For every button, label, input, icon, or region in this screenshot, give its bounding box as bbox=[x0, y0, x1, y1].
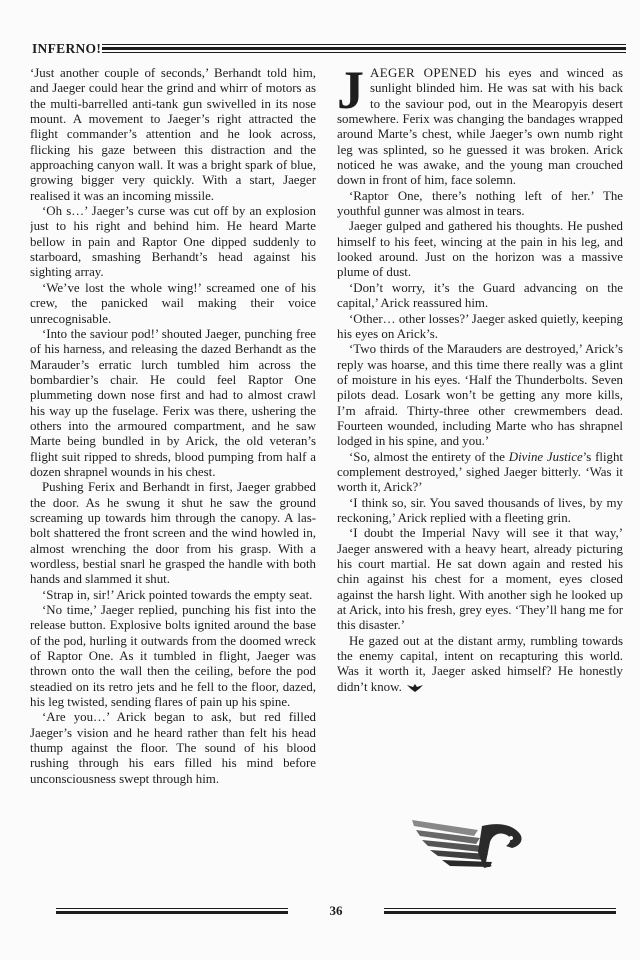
running-header bbox=[30, 38, 626, 60]
paragraph: ‘Are you…’ Arick began to ask, but red filled Jaeger’s vision and he heard rather than felt his head thump against the floor. The sound of his blood rushing through his ears filled his mind before unconsciousness swept through him. bbox=[30, 710, 316, 786]
paragraph: ‘Two thirds of the Marauders are destroyed,’ Arick’s reply was hoarse, and this time there really was a glint of moisture in his eyes. ‘Half the Thunderbolts. Seven pilots dead. Losark won’t be getting any more kills, I’m afraid. Thirty-three other crewmembers dead. Fourteen wounded, including Marte who has shrapnel lodged in his spine, and you.’ bbox=[337, 342, 623, 449]
paragraph-text: ‘So, almost the entirety of the bbox=[349, 449, 509, 464]
header-rule bbox=[102, 47, 626, 53]
paragraph: Pushing Ferix and Berhandt in first, Jaeger grabbed the door. As he swung it shut he saw the ground screaming up towards him through the canopy. A las-bolt shattered the front screen and the wind howled in, almost wrenching the door from his grasp. With a wordless, bestial snarl he grasped the handle with both hands and slammed it shut. bbox=[30, 480, 316, 587]
paragraph-text: ’s flight complement destroyed,’ sighed Jaeger bitterly. ‘Was it worth it, Arick?’ bbox=[337, 449, 623, 495]
opening-paragraph bbox=[337, 66, 623, 189]
ship-name: Divine Justice bbox=[508, 449, 583, 464]
page-footer bbox=[56, 904, 616, 920]
paragraph: ‘I think so, sir. You saved thousands of lives, by my reckoning,’ Arick replied with a fleeting grin. bbox=[337, 495, 623, 525]
paragraph: ‘Strap in, sir!’ Arick pointed towards the empty seat. bbox=[42, 587, 313, 602]
paragraph: Jaeger gulped and gathered his thoughts. He pushed himself to his feet, wincing at the pain in his leg, and looked around. Just on the horizon was a massive plume of dust. bbox=[337, 219, 623, 280]
eagle-wing-icon bbox=[408, 812, 528, 872]
right-column bbox=[337, 66, 623, 896]
paragraph: ‘Just another couple of seconds,’ Berhandt told him, and Jaeger could hear the grind and whirr of motors as the multi-barrelled anti-tank gun swivelled in its nose mount. A movement to Jaeger’s right attracted the flight commander’s attention and he look across, flicking his gaze between this distraction and the approaching canyon wall. It was a bright spark of blue, growing bigger very quickly. With a start, Jaeger realised it was an incoming missile. bbox=[30, 66, 316, 203]
header-title: INFERNO! bbox=[32, 41, 102, 56]
paragraph: ‘Other… other losses?’ Jaeger asked quietly, keeping his eyes on Arick’s. bbox=[337, 311, 623, 341]
lead-words: AEGER OPENED bbox=[370, 66, 477, 80]
paragraph: ‘No time,’ Jaeger replied, punching his fist into the release button. Explosive bolts ignited around the base of the pod, hurling it outwards from the doomed wreck of Raptor One. As it tumbled in flight, Jaeger was thrown onto the wall then the ceiling, before the pod steadied on its retro jets and he fell to the floor, dazed, his leg twisted, sending flares of pain up his spine. bbox=[30, 603, 316, 710]
paragraph: ‘Raptor One, there’s nothing left of her.’ The youthful gunner was almost in tears. bbox=[337, 188, 623, 219]
paragraph-text: his eyes and winced as sunlight blinded him. He was sat with his back to the saviour pod, out in the Mearopyis desert somewhere. Ferix was changing the bandages wrapped around Marte’s chest, while Jaeger’s own numb right leg was splinted, so he guessed it was broken. Arick noticed he was awake, and the young man crouched down in front of him, face solemn. bbox=[337, 66, 623, 188]
paragraph: ‘Don’t worry, it’s the Guard advancing on the capital,’ Arick reassured him. bbox=[337, 280, 623, 311]
end-mark-icon bbox=[406, 683, 424, 693]
paragraph: ‘Oh s…’ Jaeger’s curse was cut off by an explosion just to his right and behind him. He heard Marte bellow in pain and Raptor One dipped suddenly to starboard, smashing Berhandt’s head against his sighting array. bbox=[30, 204, 316, 280]
paragraph: ‘We’ve lost the whole wing!’ screamed one of his crew, the panicked wail making their voice unrecognisable. bbox=[30, 280, 316, 326]
paragraph-text: He gazed out at the distant army, rumbling towards the enemy capital, intent on recapturing this world. Was it worth it, Jaeger asked himself? He honestly didn’t know. bbox=[337, 633, 623, 694]
left-column bbox=[30, 66, 316, 896]
paragraph bbox=[337, 634, 623, 695]
paragraph: ‘I doubt the Imperial Navy will see it that way,’ Jaeger answered with a heavy heart, already picturing his court martial. He sat down again and rested his chin against his chest for a moment, eyes closed against the harsh light. With another sigh he looked up at Arick, into his fresh, grey eyes. ‘They’ll hang me for this disaster.’ bbox=[337, 526, 623, 633]
paragraph: ‘Into the saviour pod!’ shouted Jaeger, punching free of his harness, and releasing the dazed Berhandt as the Marauder’s erratic lurch tumbled him across the bombardier’s chair. He could feel Raptor One plummeting down nose first and had to almost crawl his way up the fuselage. Ferix was there, ushering the others into the armoured compartment, and he saw Marte being bundled in by Arick, the old veteran’s flight suit ripped to shreds, blood pumping from half a dozen shrapnel wounds in his chest. bbox=[30, 326, 316, 479]
page-number: 36 bbox=[329, 903, 343, 918]
drop-cap: J bbox=[337, 66, 364, 120]
footer-rule-left bbox=[56, 908, 288, 914]
footer-rule-right bbox=[384, 908, 616, 914]
paragraph bbox=[337, 450, 623, 496]
